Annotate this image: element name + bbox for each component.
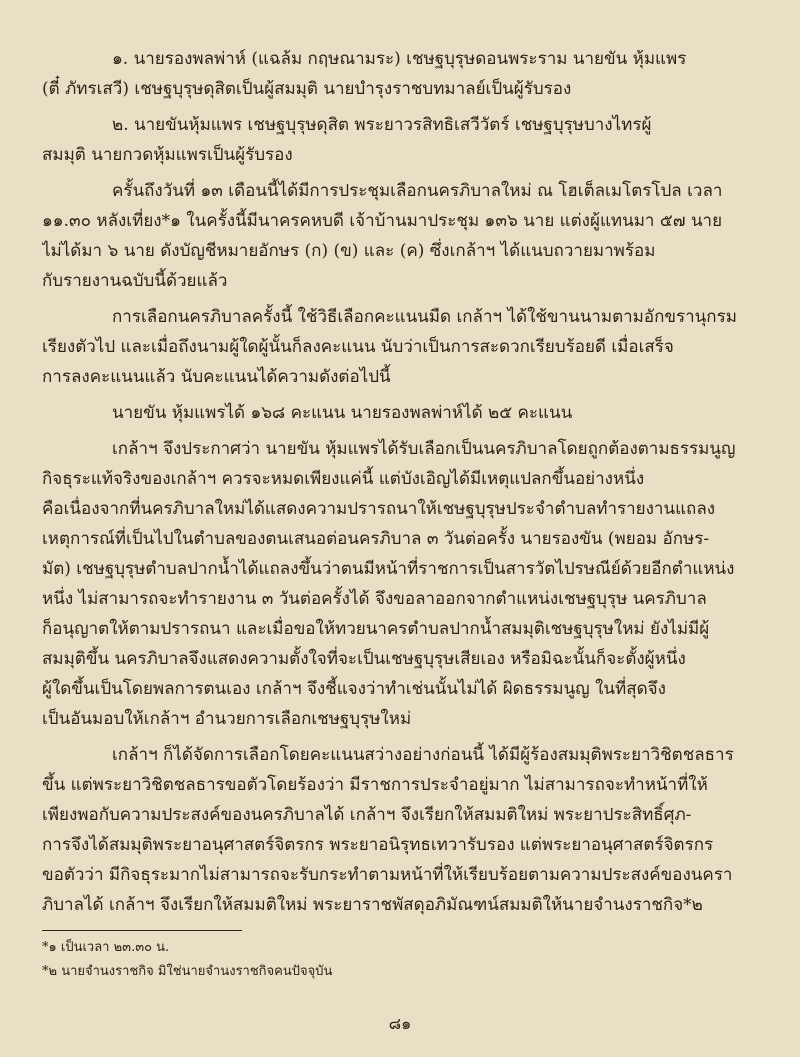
footnote-divider <box>42 930 242 931</box>
text-line: ก็อนุญาตให้ตามปรารถนา และเมื่อขอให้ทวยนาครตำบลปากน้ำสมมุติเชษฐบุรุษใหม่ ยังไม่มีผู้ <box>42 619 710 639</box>
footnote-1: *๑ เป็นเวลา ๒๓.๓๐ น. <box>42 940 170 955</box>
text-line: การเลือกนครภิบาลครั้งนี้ ใช้วิธีเลือกคะแนนมืด เกล้าฯ ได้ใช้ขานนามตามอักขรานุกรม <box>112 307 737 327</box>
paragraph-5 <box>42 398 758 428</box>
text-line: นายขัน หุ้มแพรได้ ๑๖๘ คะแนน นายรองพลพ่าห์ได้ ๒๕ คะแนน <box>112 403 573 423</box>
footnotes <box>42 936 758 984</box>
text-line: สมมุติขึ้น นครภิบาลจึงแสดงความตั้งใจที่จะเป็นเชษฐบุรุษเสียเอง หรือมิฉะนั้นก็จะตั้งผู้หนึ่ง <box>42 649 686 669</box>
text-line: ๒. นายขันหุ้มแพร เชษฐบุรุษดุสิต พระยาวรสิทธิเสวีวัตร์ เชษฐบุรุษบางไทรผู้ <box>112 115 652 135</box>
text-line: กิจธุระแท้จริงของเกล้าฯ ควรจะหมดเพียงแค่นี้ แต่บังเอิญได้มีเหตุแปลกขึ้นอย่างหนึ่ง <box>42 469 645 489</box>
text-line: การลงคะแนนแล้ว นับคะแนนได้ความดังต่อไปนี้ <box>42 367 391 387</box>
text-line: สมมุติ นายกวดหุ้มแพรเป็นผู้รับรอง <box>42 145 293 165</box>
text-line: เรียงตัวไป และเมื่อถึงนามผู้ใดผู้นั้นก็ลงคะแนน นับว่าเป็นการสะดวกเรียบร้อยดี เมื่อเสร็จ <box>42 337 674 357</box>
text-line: คือเนื่องจากที่นครภิบาลใหม่ได้แสดงความปรารถนาให้เชษฐบุรุษประจำตำบลทำรายงานแถลง <box>42 499 716 519</box>
paragraph-4 <box>42 302 758 392</box>
text-line: ขึ้น แต่พระยาวิชิตชลธารขอตัวโดยร้องว่า มีราชการประจำอยู่มาก ไม่สามารถจะทำหน้าที่ให้ <box>42 775 708 795</box>
text-line: เพียงพอกับความประสงค์ของนครภิบาลได้ เกล้าฯ จึงเรียกให้สมมติใหม่ พระยาประสิทธิ์ศุภ- <box>42 805 692 825</box>
text-line: เหตุการณ์ที่เป็นไปในตำบลของตนเสนอต่อนครภิบาล ๓ วันต่อครั้ง นายรองขัน (พยอม อักษร- <box>42 529 710 549</box>
text-line: ผู้ใดขึ้นเป็นโดยพลการตนเอง เกล้าฯ จึงชี้แจงว่าทำเช่นนั้นไม่ได้ ผิดธรรมนูญ ในที่สุดจึง <box>42 679 666 699</box>
text-line: ๑๑.๓๐ หลังเที่ยง*๑ ในครั้งนี้มีนาครคหบดี เจ้าบ้านมาประชุม ๑๓๖ นาย แต่งผู้แทนมา ๕๗ นาย <box>42 211 723 231</box>
page-number: ๘๑ <box>388 1014 412 1033</box>
text-line: เป็นอันมอบให้เกล้าฯ อำนวยการเลือกเชษฐบุรุษใหม่ <box>42 709 412 729</box>
text-line: ครั้นถึงวันที่ ๑๓ เดือนนี้ได้มีการประชุมเลือกนครภิบาลใหม่ ณ โฮเต็ลเมโตรโปล เวลา <box>112 181 723 201</box>
text-line: กับรายงานฉบับนี้ด้วยแล้ว <box>42 271 228 291</box>
text-line: หนึ่ง ไม่สามารถจะทำรายงาน ๓ วันต่อครั้งได้ จึงขอลาออกจากตำแหน่งเชษฐบุรุษ นครภิบาล <box>42 589 707 609</box>
text-line: ไม่ได้มา ๖ นาย ดังบัญชีหมายอักษร (ก) (ข) และ (ค) ซึ่งเกล้าฯ ได้แนบถวายมาพร้อม <box>42 241 656 261</box>
text-line: เกล้าฯ จึงประกาศว่า นายขัน หุ้มแพรได้รับเลือกเป็นนครภิบาลโดยถูกต้องตามธรรมนูญ <box>112 439 736 459</box>
text-line: มัต) เชษฐบุรุษตำบลปากน้ำได้แถลงขึ้นว่าตนมีหน้าที่ราชการเป็นสารวัตไปรษณีย์ด้วยอีกตำแหน่ง <box>42 559 735 579</box>
paragraph-6 <box>42 434 758 734</box>
paragraph-2 <box>42 110 758 170</box>
text-line: เกล้าฯ ก็ได้จัดการเลือกโดยคะแนนสว่างอย่างก่อนนี้ ได้มีผู้ร้องสมมุติพระยาวิชิตชลธาร <box>112 745 734 765</box>
text-line: การจึงได้สมมุติพระยาอนุศาสตร์จิตรกร พระยาอนิรุทธเทวารับรอง แต่พระยาอนุศาสตร์จิตรกร <box>42 835 714 855</box>
paragraph-3 <box>42 176 758 296</box>
footnote-2: *๒ นายจำนงราชกิจ มิใช่นายจำนงราชกิจคนปัจจุบัน <box>42 964 333 979</box>
text-line: ภิบาลได้ เกล้าฯ จึงเรียกให้สมมติใหม่ พระยาราชพัสดุอภิมัณฑน์สมมติให้นายจำนงราชกิจ*๒ <box>42 895 703 915</box>
text-line: ขอตัวว่า มีกิจธุระมากไม่สามารถจะรับกระทำตามหน้าที่ให้เรียบร้อยตามความประสงค์ของนครา <box>42 865 733 885</box>
text-line: (ตี๋ ภัทรเสวี) เชษฐบุรุษดุสิตเป็นผู้สมมุติ นายบำรุงราชบทมาลย์เป็นผู้รับรอง <box>42 79 572 99</box>
paragraph-7 <box>42 740 758 920</box>
paragraph-1 <box>42 44 758 104</box>
text-line: ๑. นายรองพลพ่าห์ (แฉล้ม กฤษณามระ) เชษฐบุรุษดอนพระราม นายขัน หุ้มแพร <box>112 49 687 69</box>
